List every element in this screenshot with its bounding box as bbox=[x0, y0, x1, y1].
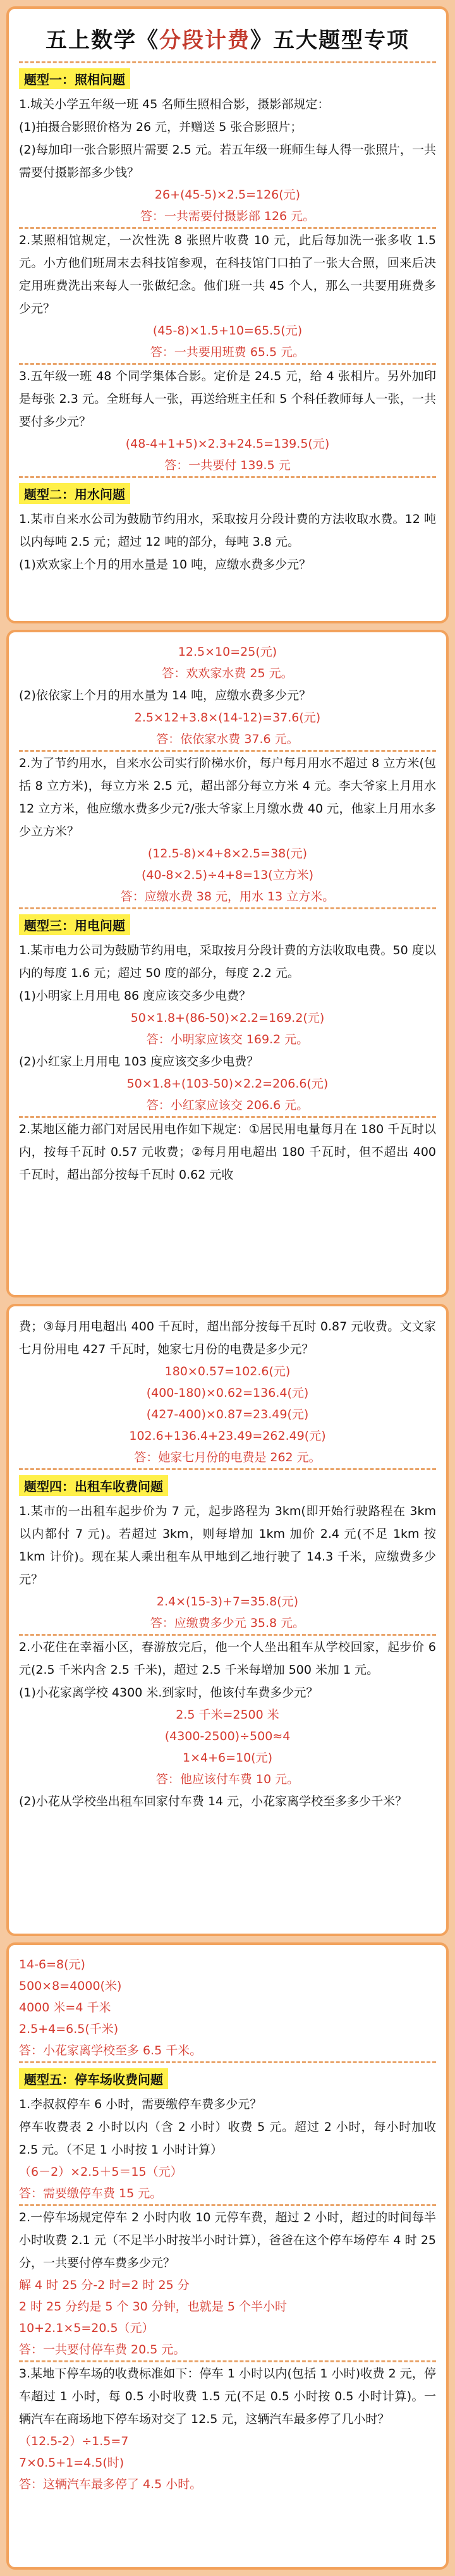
question-text: 1.某市自来水公司为鼓励节约用水，采取按月分段计费的方法收取水费。12 吨以内每吨 2.5 元；超过 12 吨的部分，每吨 3.8 元。 bbox=[19, 512, 436, 549]
title-highlight: 分段计费 bbox=[159, 28, 250, 53]
card-2 bbox=[6, 630, 449, 1297]
answer-text: 2.5 千米=2500 米 bbox=[176, 1708, 279, 1722]
answer-text: 26+(45-5)×2.5=126(元) bbox=[154, 188, 301, 202]
answer-text: (4300-2500)÷500≈4 bbox=[164, 1729, 291, 1743]
question-text: 1.某市电力公司为鼓励节约用电，采取按月分段计费的方法收取电费。50 度以内的每度 1.6 元；超过 50 度的部分，每度 2.2 元。 bbox=[19, 943, 436, 980]
answer-text: 答：应缴费多少元 35.8 元。 bbox=[150, 1616, 305, 1630]
answer-text: 答：一共要用班费 65.5 元。 bbox=[150, 345, 305, 359]
answer-text: (427-400)×0.87=23.49(元) bbox=[146, 1408, 309, 1421]
page-title bbox=[19, 23, 436, 54]
card-1 bbox=[6, 6, 449, 623]
question-text: 停车收费表 2 小时以内（含 2 小时）收费 5 元。超过 2 小时，每小时加收 2.5 元。（不足 1 小时按 1 小时计算） bbox=[19, 2120, 436, 2157]
divider bbox=[19, 1468, 436, 1470]
title-suffix: 》五大题型专项 bbox=[250, 28, 410, 53]
answer-text: 10+2.1×5=20.5（元） bbox=[19, 2321, 154, 2335]
answer-text: 答：这辆汽车最多停了 4.5 小时。 bbox=[19, 2477, 202, 2491]
answer-text: 答：她家七月份的电费是 262 元。 bbox=[134, 1451, 321, 1464]
card-4 bbox=[6, 1942, 449, 2570]
answer-text: 答：一共要付停车费 20.5 元。 bbox=[19, 2343, 186, 2357]
answer-text: 答：依依家水费 37.6 元。 bbox=[156, 732, 299, 746]
section-heading: 题型四：出租车收费问题 bbox=[19, 1475, 168, 1496]
answer-text: 答：需要缴停车费 15 元。 bbox=[19, 2187, 162, 2200]
question-text: (2)小红家上月用电 103 度应该交多少电费？ bbox=[19, 1055, 259, 1069]
answer-text: 解 4 时 25 分-2 时=2 时 25 分 bbox=[19, 2278, 190, 2292]
answer-text: 180×0.57=102.6(元) bbox=[164, 1365, 291, 1378]
question-text: 1.城关小学五年级一班 45 名师生照相合影，摄影部规定： bbox=[19, 97, 330, 111]
card-3 bbox=[6, 1304, 449, 1936]
question-text: (2)小花从学校坐出租车回家付车费 14 元，小花家离学校至多多少千米？ bbox=[19, 1794, 408, 1808]
answer-text: (12.5-8)×4+8×2.5=38(元) bbox=[147, 847, 308, 861]
answer-text: 14-6=8(元) bbox=[19, 1958, 85, 1972]
answer-text: 答：小明家应该交 169.2 元。 bbox=[146, 1033, 309, 1046]
answer-text: 答：小红家应该交 206.6 元。 bbox=[146, 1098, 309, 1112]
divider bbox=[19, 907, 436, 909]
answer-text: (40-8×2.5)÷4+8=13(立方米) bbox=[141, 868, 314, 882]
question-text: 1.某市的一出租车起步价为 7 元，起步路程为 3km(即开始行驶路程在 3km 以内都付 7 元)。若超过 3km，则每增加 1km 加价 2.4 元(不足 1km 按 1km 计价)。现在某人乘出租车从甲地到乙地行驶了 14.3 千米，应缴费多少元？ bbox=[19, 1504, 436, 1586]
answer-text: 2.4×(15-3)+7=35.8(元) bbox=[156, 1595, 299, 1609]
answer-text: 102.6+136.4+23.49=262.49(元) bbox=[129, 1429, 326, 1443]
question-text: 2.小花住在幸福小区，春游放完后，他一个人坐出租车从学校回家，起步价 6 元(2.5 千米内含 2.5 千米)，超过 2.5 千米每增加 500 米加 1 元。 bbox=[19, 1640, 436, 1677]
question-text: (1)小明家上月用电 86 度应该交多少电费？ bbox=[19, 989, 252, 1003]
answer-text: (48-4+1+5)×2.3+24.5=139.5(元) bbox=[125, 437, 330, 451]
answer-text: 2.5+4=6.5(千米) bbox=[19, 2022, 119, 2036]
answer-text: 答：应缴水费 38 元，用水 13 立方米。 bbox=[120, 890, 335, 904]
title-prefix: 五上数学《 bbox=[46, 28, 159, 53]
question-text: 费；③每月用电超出 400 千瓦时，超出部分按每千瓦时 0.87 元收费。文文家七月份用电 427 千瓦时，她家七月份的电费是多少元？ bbox=[19, 1320, 436, 1356]
answer-text: 50×1.8+(103-50)×2.2=206.6(元) bbox=[126, 1077, 329, 1091]
question-text: 2.某地区能力部门对居民用电作如下规定：①居民用电量每月在 180 千瓦时以内，按每千瓦时 0.57 元收费；②每月用电超出 180 千瓦时，但不超出 400 千瓦时，超出部分按每千瓦时 0.62 元收 bbox=[19, 1122, 436, 1182]
section-heading: 题型五：停车场收费问题 bbox=[19, 2068, 168, 2089]
answer-text: 2 时 25 分约是 5 个 30 分钟，也就是 5 个半小时 bbox=[19, 2300, 287, 2314]
answer-text: 50×1.8+(86-50)×2.2=169.2(元) bbox=[130, 1011, 325, 1025]
divider bbox=[19, 476, 436, 478]
question-text: (2)依依家上个月的用水量为 14 吨，应缴水费多少元？ bbox=[19, 689, 312, 702]
question-text: 2.为了节约用水，自来水公司实行阶梯水价，每户每月用水不超过 8 立方米(包括 8 立方米)，每立方米 2.5 元，超出部分每立方米 4 元。李大爷家上月用水 12 立方米，他应缴水费多少元?/张大爷家上月缴水费 40 元，他家上月用水多少立方米？ bbox=[19, 756, 436, 838]
answer-text: 答：欢欢家水费 25 元。 bbox=[162, 666, 293, 680]
answer-text: 12.5×10=25(元) bbox=[178, 645, 277, 659]
answer-text: 4000 米=4 千米 bbox=[19, 2001, 111, 2015]
section-heading: 题型二：用水问题 bbox=[19, 483, 130, 504]
section-heading: 题型三：用电问题 bbox=[19, 914, 130, 935]
answer-text: 答：他应该付车费 10 元。 bbox=[155, 1772, 300, 1786]
answer-text: 答：小花家离学校至多 6.5 千米。 bbox=[19, 2044, 202, 2058]
answer-text: 500×8=4000(米) bbox=[19, 1979, 122, 1993]
answer-text: (45-8)×1.5+10=65.5(元) bbox=[152, 324, 303, 338]
answer-text: 答：一共需要付摄影部 126 元。 bbox=[140, 209, 315, 223]
divider bbox=[19, 2061, 436, 2063]
answer-text: 2.5×12+3.8×(14-12)=37.6(元) bbox=[134, 711, 321, 725]
question-text: 1.李叔叔停车 6 小时，需要缴停车费多少元？ bbox=[19, 2097, 262, 2111]
answer-text: 1×4+6=10(元) bbox=[182, 1751, 273, 1765]
answer-text: (400-180)×0.62=136.4(元) bbox=[146, 1386, 309, 1400]
question-text: (1)欢欢家上个月的用水量是 10 吨，应缴水费多少元？ bbox=[19, 558, 312, 572]
question-text: 2.某照相馆规定，一次性洗 8 张照片收费 10 元，此后每加洗一张多收 1.5 元。小方他们班周末去科技馆参观，在科技馆门口拍了一张大合照，回来后决定用班费洗出来每人一张做纪念。他们班一共 45 个人，那么一共要用班费多少元？ bbox=[19, 233, 436, 316]
answer-text: （6－2）×2.5＋5＝15（元） bbox=[19, 2165, 183, 2179]
question-text: (2)每加印一张合影照片需要 2.5 元。若五年级一班师生每人得一张照片，一共需要付摄影部多少钱？ bbox=[19, 143, 436, 180]
question-text: 3.某地下停车场的收费标准如下：停车 1 小时以内(包括 1 小时)收费 2 元，停车超过 1 小时，每 0.5 小时收费 1.5 元(不足 0.5 小时按 0.5 小时计算)。一辆汽车在商场地下停车场对交了 12.5 元，这辆汽车最多停了几小时？ bbox=[19, 2367, 436, 2426]
question-text: (1)小花家离学校 4300 米.到家时，他该付车费多少元？ bbox=[19, 1686, 318, 1700]
answer-text: 7×0.5+1=4.5(时) bbox=[19, 2456, 124, 2470]
question-text: 3.五年级一班 48 个同学集体合影。定价是 24.5 元，给 4 张相片。另外加印是每张 2.3 元。全班每人一张，再送给班主任和 5 个科任教师每人一张，一共要付多少元？ bbox=[19, 369, 436, 429]
question-text: (1)拍摄合影照价格为 26 元，并赠送 5 张合影照片； bbox=[19, 120, 303, 134]
answer-text: 答：一共要付 139.5 元 bbox=[164, 458, 291, 472]
section-heading: 题型一：照相问题 bbox=[19, 68, 130, 89]
question-text: 2.一停车场规定停车 2 小时内收 10 元停车费，超过 2 小时，超过的时间每半小时收费 2.1 元（不足半小时按半小时计算），爸爸在这个停车场停车 4 时 25 分，一共要付停车费多少元？ bbox=[19, 2211, 436, 2270]
answer-text: （12.5-2）÷1.5=7 bbox=[19, 2434, 129, 2448]
divider bbox=[19, 61, 436, 63]
